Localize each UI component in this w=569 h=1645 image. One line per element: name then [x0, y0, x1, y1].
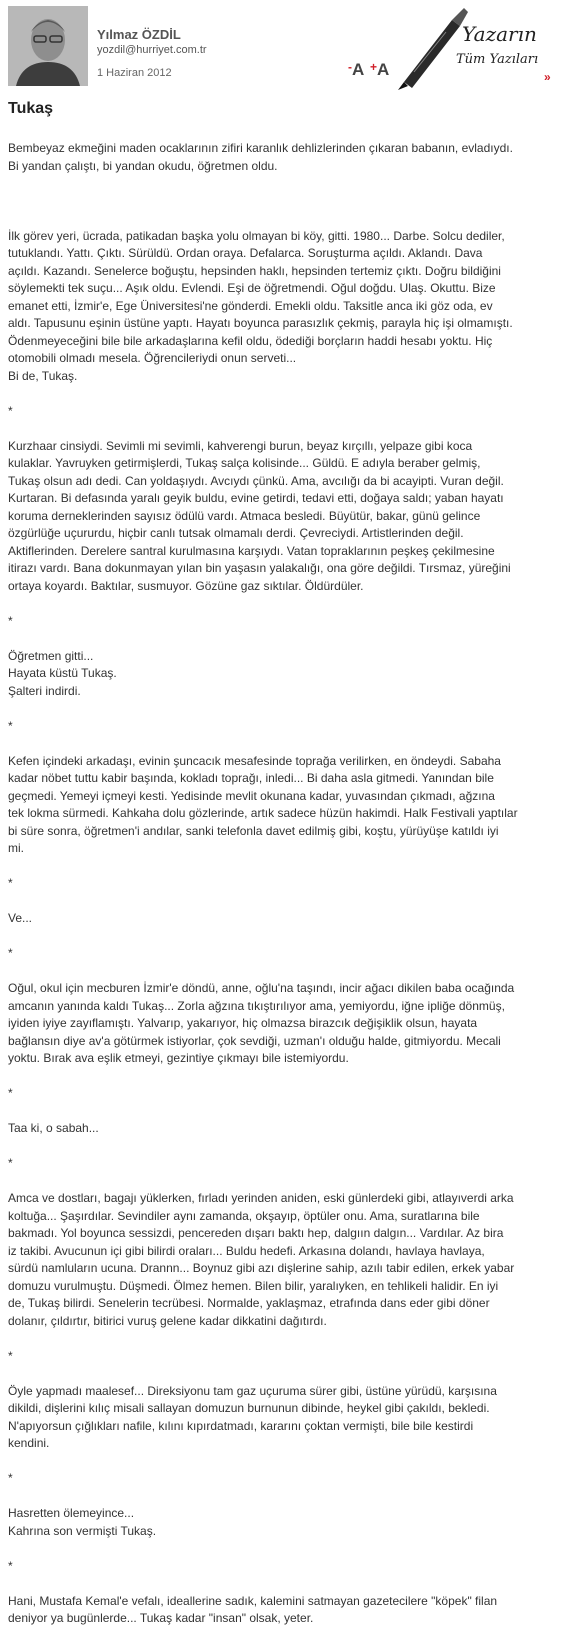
section-separator: * — [8, 946, 13, 960]
section-separator: * — [8, 1558, 13, 1573]
article-paragraph: Hani, Mustafa Kemal'e vefalı, ideallerine sadık, kalemini satmayan gazetecilere "köpek" filan deniyor ya bugünlerde... Tukaş kadar "insan" olsak, yeter. — [8, 1593, 498, 1625]
article-paragraph: Oğul, okul için mecburen İzmir'e döndü, anne, oğlu'na taşındı, incir ağacı dikilen baba ocağında amcanın yanında kaldı Tukaş... Zorla ağzına tıkıştırılıyor ama, yemiyordu, iğne ipliğe dönmüş, iyiden iyiye zayıflamıştı. Yalvarıp, yakarıyor, hiç olmazsa birazcık değişiklik olsun, hayata bağlansın diye av'a götürmek istiyorlar, çok sevdiği, uzman'ı olduğu halde, gitmiyordu. Mecali yoktu. Bırak ava eşlik etmeyi, gezintiye çıkmayı bile istemiyordu. — [8, 981, 515, 1065]
increase-font-label: A — [377, 60, 390, 79]
article-paragraph: Öyle yapmadı maalesef... Direksiyonu tam gaz uçuruma sürer gibi, üstüne yürüdü, karşısına dikildi, dişlerini kılıç misali sallayan domuzun burnunun dibinde, heykel gibi çakıldı, bekledi. N'apıyorsun çığlıkları nafile, kılını kıpırdatmadı, kararını çoktan vermişti, bile bile kestirdi kendini. — [8, 1383, 497, 1450]
increase-font-button[interactable] — [370, 60, 389, 80]
decrease-font-label: A — [352, 60, 365, 79]
article-paragraph: Amca ve dostları, bagajı yüklerken, fırladı yerinden aniden, eski günlerdeki gibi, atlayıverdi arka koltuğa... Şaşırdılar. Sevindiler aynı zamanda, okşayıp, öptüler onu. Ama, suratlarına bile bakmadı. Yol boyunca sessizdi, pencereden dışarı baktı hep, dalgıın dalgın... Vardılar. Az bira iz takibi. Avucunun içi gibi bilirdi oraları... Buldu hedefi. Arkasına dolandı, havlaya havlaya, sürdü namluların ucuna. Drannn... Boynuz gibi azı dişlerine sahip, azılı tabir edilen, erkek yabar domuzu vurulmuştu. Düşmedi. Ölmez hemen. Bilen bilir, yaralıyken, en tehlikeli halidir. En iyi de, Tukaş bilirdi. Senelerin tecrübesi. Normalde, yaklaşmaz, etrafında dans eder gibi döner dolanır, çıldırtır, bitirici vuruş gelene kadar dikkatini dağıtırdı. — [8, 1191, 515, 1328]
section-separator: * — [8, 1086, 13, 1100]
section-separator: * — [8, 876, 13, 890]
section-separator: * — [8, 613, 13, 628]
article-paragraph: Taa ki, o sabah... — [8, 1121, 99, 1135]
article-paragraph: Kurzhaar cinsiydi. Sevimli mi sevimli, kahverengi burun, beyaz kırçıllı, yelpaze gibi koca kulaklar. Yavruyken getirmişlerdi, Tukaş salça kolisinde... Güldü. E adıyla beraber gelmiş, Tukaş olsun adı dedi. Can yoldaşıydı. Avcıydı çünkü. Ama, avcılığı da bi acayipti. Vuran değil. Kurtaran. Bi defasında yaralı geyik buldu, evine getirdi, tedavi etti, doğaya saldı; yaban hayatı koruma derneklerinden sayısız ödülü vardı. Atmaca besledi. Büyütür, bakar, günü gelince özgürlüğe uçururdu, hiçbir canlı tutsak olmamalı derdi. Çevreciydi. Artistlerinden değil. Aktiflerinden. Derelere santral kurulmasına karşıydı. Vatan topraklarının peşkeş çekilmesine itirazı vardı. Bana dokunmayan yılan bin yaşasın yalakalığı, ona göre değildi. Tırsmaz, yüreğini ortaya koyardı. Baktılar, susmuyor. Gözüne gaz sıktılar. Öldürdüler. — [8, 438, 511, 593]
author-name[interactable]: Yılmaz ÖZDİL — [97, 27, 181, 42]
all-articles-link[interactable] — [394, 2, 564, 90]
author-email[interactable]: yozdil@hurriyet.com.tr — [97, 44, 207, 56]
all-articles-line1: Yazarın — [462, 22, 537, 46]
author-avatar[interactable] — [8, 6, 88, 86]
article-paragraph: Öğretmen gitti... Hayata küstü Tukaş. Şalteri indirdi. — [8, 648, 117, 698]
publish-date: 1 Haziran 2012 — [97, 67, 172, 79]
fountain-pen-icon — [394, 2, 474, 90]
plus-sign: + — [370, 60, 378, 74]
double-chevron-icon: » — [544, 70, 551, 84]
article-paragraph: Ve... — [8, 911, 33, 925]
article-paragraph: Hasretten ölemeyince... Kahrına son vermişti Tukaş. — [8, 1506, 157, 1538]
article-body — [8, 140, 560, 1645]
article-paragraph — [8, 193, 560, 211]
article-paragraph: Kefen içindeki arkadaşı, evinin şuncacık mesafesinde toprağa verilirken, en öndeydi. Sabaha kadar nöbet tuttu kabir başında, kokladı toprağı, inledi... Bi daha asla gitmedi. Yanından bile geçmedi. Yemeyi içmeyi kesti. Yedisinde mevlit okunana kadar, yuvasından çıkmadı, ağzına tek lokma sürmedi. Kahkaha dolu gözlerinde, artık sadece hüzün hakimdi. Halk Festivali yaptılar bi süre sonra, öğretmen'i andılar, sanki telefonla davet edilmiş gibi, koştu, yürüyüşe katıldı iyi mi. — [8, 753, 518, 855]
section-separator: * — [8, 1348, 13, 1363]
decrease-font-button[interactable] — [348, 60, 364, 80]
section-separator: * — [8, 718, 13, 733]
article-header — [0, 0, 569, 92]
article-paragraph: Bembeyaz ekmeğini maden ocaklarının zifiri karanlık dehlizlerinden çıkaran babanın, evladıydı. Bi yandan çalıştı, bi yandan okudu, öğretmen oldu. — [8, 141, 513, 173]
article-title: Tukaş — [8, 100, 54, 117]
author-photo-icon — [8, 6, 88, 86]
minus-sign: - — [348, 60, 352, 74]
section-separator: * — [8, 1156, 13, 1170]
article-paragraph: İlk görev yeri, ücrada, patikadan başka yolu olmayan bi köy, gitti. 1980... Darbe. Solcu dediler, tutuklandı. Yattı. Çıktı. Sürüldü. Ordan oraya. Defalarca. Soruşturma açıldı. Aklandı. Dava açıldı. Kazandı. Senelerce boğuştu, hepsinden haklı, hepsinden tertemiz çıktı. Doğru bildiğini söylemekti tek suçu... Aşık oldu. Evlendi. Eşi de öğretmendi. Oğul doğdu. Ulaş. Okuttu. Bize emanet etti, İzmir'e, Ege Üniversitesi'ne gönderdi. Emekli oldu. Taksitle anca iki göz oda, ev aldı. Tapusunu eşinin üstüne yaptı. Hayatı boyunca parasızlık çekmiş, parayla hiç işi olmamıştı. Ödenmeyeceğini bile bile arkadaşlarına kefil oldu, ödediği borçların haddi hesabı yoktu. Hiç otomobili olmadı mesela. Öğrencileriydi onun serveti... Bi de, Tukaş. — [8, 228, 513, 383]
all-articles-line2: Tüm Yazıları — [456, 52, 539, 67]
section-separator: * — [8, 403, 13, 418]
section-separator: * — [8, 1471, 13, 1485]
